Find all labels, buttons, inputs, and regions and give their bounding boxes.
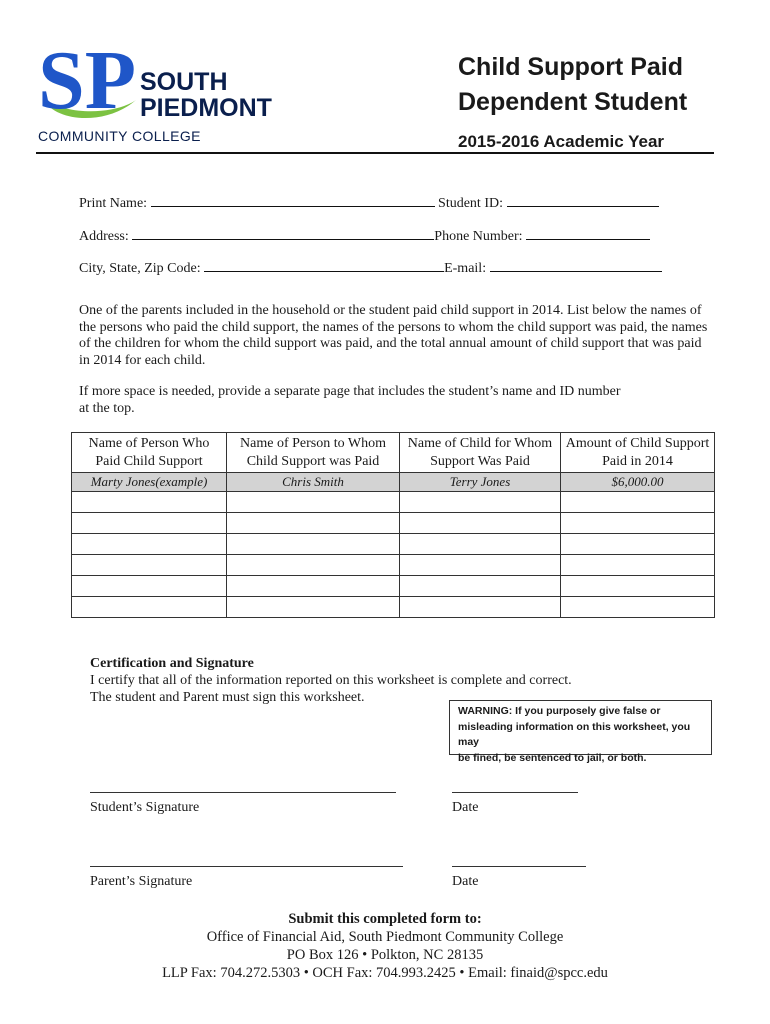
table-row: [72, 534, 715, 555]
city-state-zip-label: City, State, Zip Code:: [79, 261, 201, 276]
column-header-child: Name of Child for Whom Support Was Paid: [400, 433, 561, 473]
warning-line1: WARNING: If you purposely give false or: [458, 705, 661, 717]
example-amount: $6,000.00: [561, 473, 715, 492]
city-state-zip-field[interactable]: [204, 258, 444, 272]
table-cell[interactable]: [561, 576, 715, 597]
example-row: [72, 473, 715, 492]
parent-signature-label: Parent’s Signature: [90, 874, 193, 889]
table-cell[interactable]: [227, 513, 400, 534]
table-row: [72, 492, 715, 513]
print-name-label: Print Name:: [79, 196, 148, 211]
academic-year: 2015-2016 Academic Year: [458, 132, 665, 151]
example-child: Terry Jones: [400, 473, 561, 492]
table-row: [72, 597, 715, 618]
extra-space-note-line2: at the top.: [79, 400, 135, 416]
table-cell[interactable]: [227, 492, 400, 513]
table-cell[interactable]: [227, 534, 400, 555]
table-cell[interactable]: [72, 492, 227, 513]
warning-line3: be fined, be sentenced to jail, or both.: [458, 751, 647, 764]
table-cell[interactable]: [400, 597, 561, 618]
warning-box: [449, 700, 712, 764]
contact-info: LLP Fax: 704.272.5303 • OCH Fax: 704.993.2425 • Email: finaid@spcc.edu: [162, 965, 608, 981]
table-cell[interactable]: [561, 555, 715, 576]
table-cell[interactable]: [227, 597, 400, 618]
student-signature-label: Student’s Signature: [90, 800, 200, 815]
mailing-address: PO Box 126 • Polkton, NC 28135: [286, 947, 484, 963]
table-cell[interactable]: [227, 576, 400, 597]
table-cell[interactable]: [400, 555, 561, 576]
certification-section: [90, 655, 572, 706]
office-name: Office of Financial Aid, South Piedmont Community College: [206, 929, 564, 945]
college-logo: [36, 30, 272, 148]
table-cell[interactable]: [72, 597, 227, 618]
email-label: E-mail:: [444, 261, 487, 276]
table-header-row: [72, 433, 715, 473]
table-cell[interactable]: [561, 513, 715, 534]
instructions-paragraph: One of the parents included in the household or the student paid child support in 2014. List below the names of the persons who paid the child support, the names of the persons to whom the child support was paid, the names of the children for whom the child support was paid, and the total annual amount of child support that was paid in 2014 for each child.: [79, 303, 708, 368]
column-header-payer: Name of Person Who Paid Child Support: [72, 433, 227, 473]
extra-space-note: [79, 384, 711, 417]
certification-statement: I certify that all of the information reported on this worksheet is complete and correct.: [90, 673, 572, 688]
phone-label: Phone Number:: [434, 229, 523, 244]
table-cell[interactable]: [400, 576, 561, 597]
table-cell[interactable]: [72, 513, 227, 534]
table-cell[interactable]: [72, 534, 227, 555]
logo-south: SOUTH: [140, 68, 228, 96]
column-header-amount: Amount of Child Support Paid in 2014: [561, 433, 715, 473]
parent-signature-line[interactable]: [90, 866, 403, 867]
table-row: [72, 555, 715, 576]
form-title-line2: Dependent Student: [458, 88, 688, 116]
address-field[interactable]: [132, 226, 434, 240]
form-title-block: [458, 50, 687, 152]
table-cell[interactable]: [72, 576, 227, 597]
table-row: [72, 576, 715, 597]
extra-space-note-line1: If more space is needed, provide a separate page that includes the student’s name and ID number: [79, 384, 621, 399]
table-cell[interactable]: [400, 534, 561, 555]
print-name-field[interactable]: [151, 193, 435, 207]
logo-piedmont: PIEDMONT: [140, 94, 272, 122]
table-cell[interactable]: [400, 492, 561, 513]
submit-heading: Submit this completed form to:: [288, 911, 482, 927]
submission-footer: [0, 910, 770, 982]
logo-letters: SP: [38, 34, 137, 127]
field-row-city: [79, 258, 662, 277]
warning-line2: misleading information on this worksheet, you may: [458, 720, 691, 748]
table-cell[interactable]: [561, 597, 715, 618]
student-date-line[interactable]: [452, 792, 578, 793]
field-row-address: [79, 226, 650, 245]
form-title-line1: Child Support Paid: [458, 53, 683, 81]
field-row-name: [79, 193, 659, 212]
address-label: Address:: [79, 229, 129, 244]
phone-field[interactable]: [526, 226, 650, 240]
student-id-field[interactable]: [507, 193, 659, 207]
table-cell[interactable]: [561, 492, 715, 513]
table-cell[interactable]: [561, 534, 715, 555]
column-header-recipient: Name of Person to Whom Child Support was Paid: [227, 433, 400, 473]
child-support-table: [71, 432, 715, 618]
sp-logo-icon: [36, 30, 146, 130]
header-divider: [36, 152, 714, 154]
table-cell[interactable]: [227, 555, 400, 576]
table-row: [72, 513, 715, 534]
certification-title: Certification and Signature: [90, 656, 254, 671]
email-field[interactable]: [490, 258, 662, 272]
example-recipient: Chris Smith: [227, 473, 400, 492]
student-signature-line[interactable]: [90, 792, 396, 793]
example-payer: Marty Jones(example): [72, 473, 227, 492]
signature-requirement: The student and Parent must sign this worksheet.: [90, 690, 365, 705]
table-cell[interactable]: [400, 513, 561, 534]
student-id-label: Student ID:: [438, 196, 503, 211]
logo-community-college: COMMUNITY COLLEGE: [38, 128, 201, 144]
table-cell[interactable]: [72, 555, 227, 576]
student-date-label: Date: [452, 800, 479, 815]
parent-date-line[interactable]: [452, 866, 586, 867]
parent-date-label: Date: [452, 874, 479, 889]
